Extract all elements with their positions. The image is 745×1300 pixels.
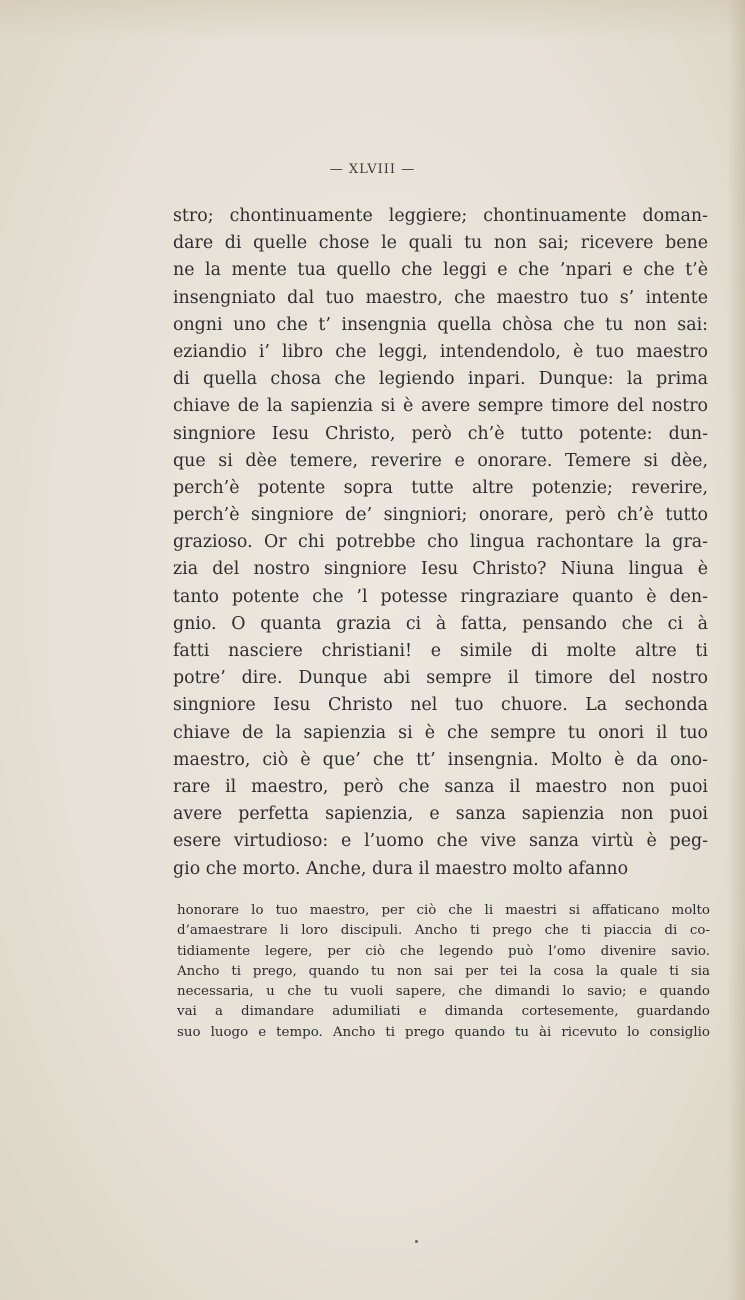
running-head: — XLVIII — bbox=[329, 162, 416, 177]
text-line: gnio. O quanta grazia ci à fatta, pensando che ci à bbox=[173, 613, 708, 634]
note-line: d’amaestrare li loro discipuli. Ancho ti prego che ti piaccia di co- bbox=[177, 923, 710, 939]
text-line: singniore Iesu Christo, però ch’è tutto potente: dun- bbox=[173, 423, 708, 444]
note-line: honorare lo tuo maestro, per ciò che li maestri si affaticano molto bbox=[177, 903, 710, 918]
note-line: vai a dimandare adumiliati e dimanda cortesemente, guardando bbox=[177, 1004, 710, 1020]
text-line: dare di quelle chose le quali tu non sai; ricevere bene bbox=[173, 233, 708, 254]
main-text-block bbox=[173, 203, 708, 883]
text-line: ongni uno che t’ insengnia quella chòsa che tu non sai: bbox=[173, 314, 708, 335]
text-line: di quella chosa che legiendo inpari. Dunque: la prima bbox=[173, 369, 708, 390]
text-line: chiave de la sapienzia si è che sempre tu onori il tuo bbox=[173, 722, 708, 743]
text-line: eziandio i’ libro che leggi, intendendolo, è tuo maestro bbox=[173, 341, 708, 362]
text-line: maestro, ciò è que’ che tt’ insengnia. Molto è da ono- bbox=[173, 749, 708, 770]
text-line: grazioso. Or chi potrebbe cho lingua rachontare la gra- bbox=[173, 532, 708, 553]
text-line: que si dèe temere, reverire e onorare. Temere si dèe, bbox=[173, 450, 708, 471]
text-line: ne la mente tua quello che leggi e che ’npari e che t’è bbox=[173, 260, 708, 281]
text-line: esere virtudioso: e l’uomo che vive sanza virtù è peg- bbox=[173, 831, 708, 852]
text-line: stro; chontinuamente leggiere; chontinuamente doman- bbox=[173, 206, 708, 226]
paper-top-edge bbox=[0, 0, 745, 40]
text-line: avere perfetta sapienzia, e sanza sapienzia non puoi bbox=[173, 804, 708, 825]
notes-text-block bbox=[177, 901, 710, 1043]
note-line: Ancho ti prego, quando tu non sai per tei la cosa la quale ti sia bbox=[177, 963, 710, 979]
text-line: singniore Iesu Christo nel tuo chuore. La sechonda bbox=[173, 695, 708, 716]
text-line: chiave de la sapienzia si è avere sempre timore del nostro bbox=[173, 396, 708, 417]
text-line: fatti nasciere christiani! e simile di molte altre ti bbox=[173, 641, 708, 661]
text-line: rare il maestro, però che sanza il maestro non puoi bbox=[173, 776, 708, 797]
note-line: tidiamente legere, per ciò che legendo può l’omo divenire savio. bbox=[177, 943, 710, 959]
note-line: necessaria, u che tu vuoli sapere, che dimandi lo savio; e quando bbox=[177, 984, 710, 1000]
text-line: gio che morto. Anche, dura il maestro molto afanno bbox=[173, 858, 629, 879]
text-line: tanto potente che ’l potesse ringraziare quanto è den- bbox=[173, 586, 708, 607]
text-line: potre’ dire. Dunque abi sempre il timore del nostro bbox=[173, 668, 708, 689]
note-line: suo luogo e tempo. Ancho ti prego quando tu ài ricevuto lo consiglio bbox=[177, 1024, 710, 1040]
text-line: perch’è singniore de’ singniori; onorare, però ch’è tutto bbox=[173, 505, 708, 526]
text-line: zia del nostro singniore Iesu Christo? Niuna lingua è bbox=[173, 559, 708, 580]
paper-right-edge bbox=[727, 0, 745, 1300]
text-line: perch’è potente sopra tutte altre potenzie; reverire, bbox=[173, 477, 708, 498]
paper-speck bbox=[415, 1240, 418, 1243]
text-line: insengniato dal tuo maestro, che maestro tuo s’ intente bbox=[173, 287, 708, 308]
